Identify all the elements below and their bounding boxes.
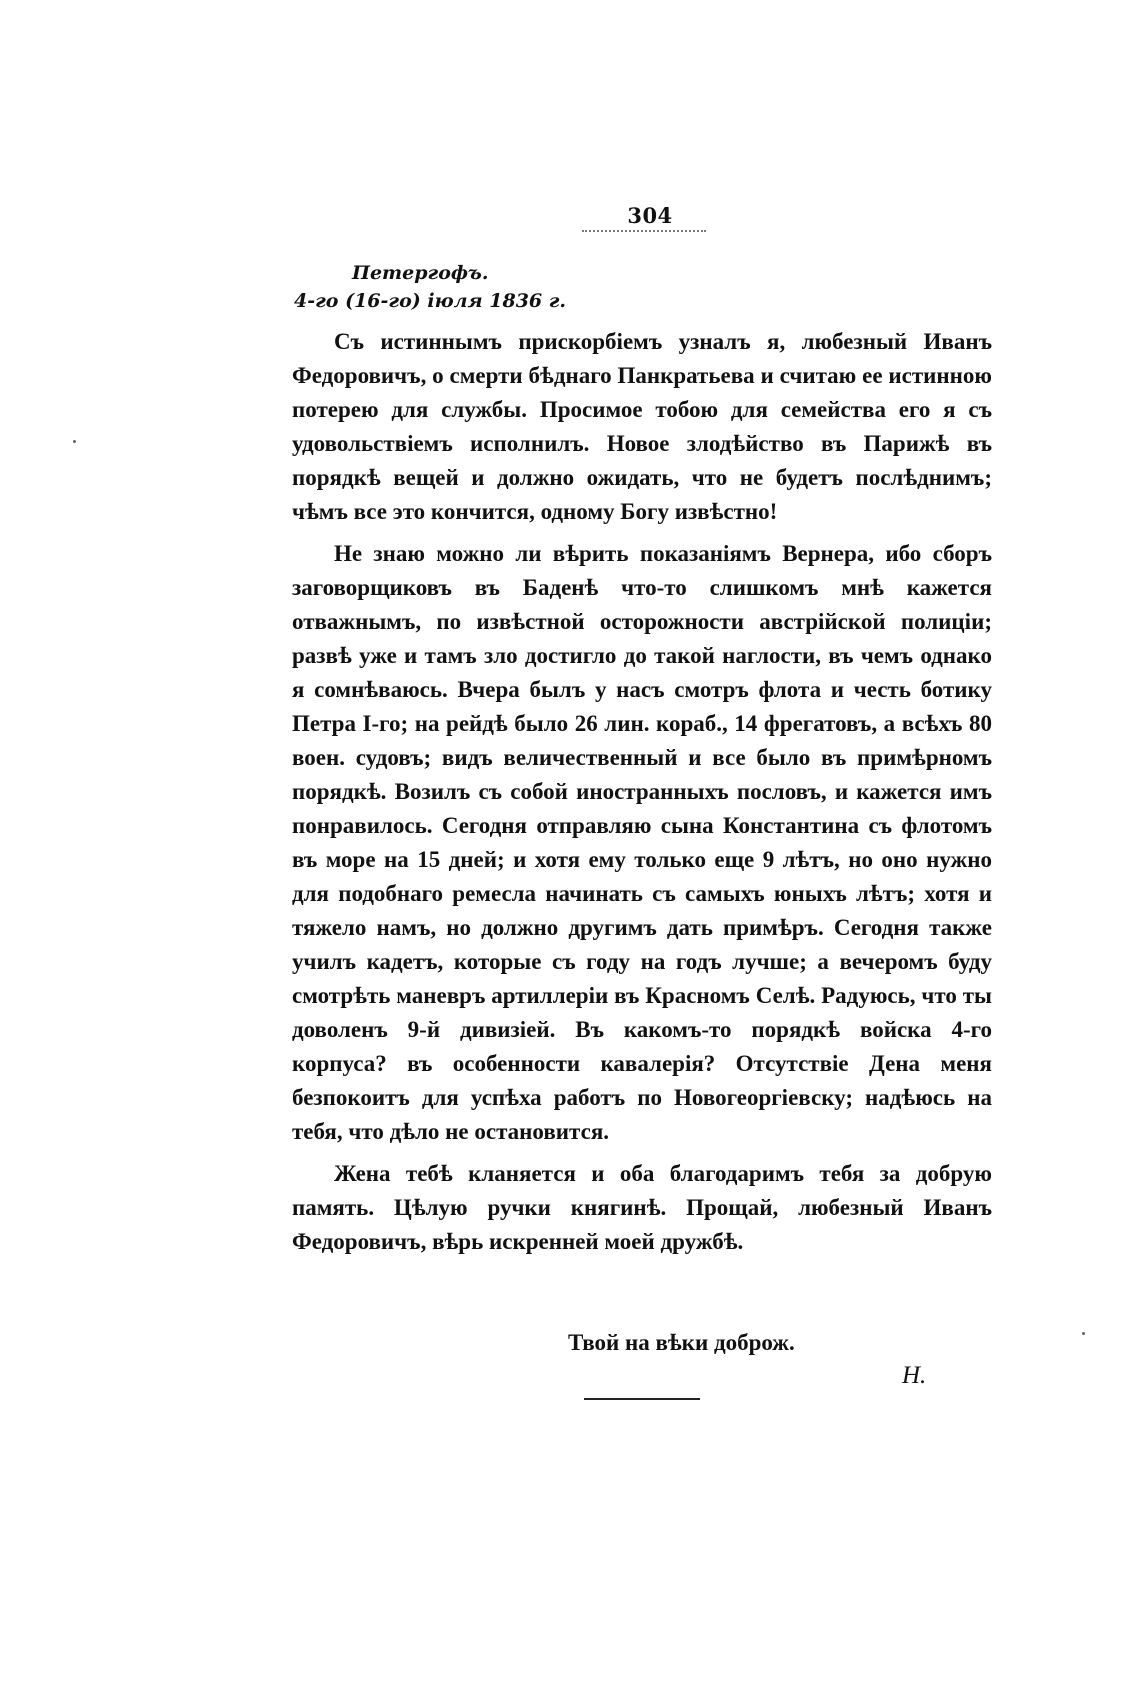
page-number: 304 xyxy=(627,203,673,228)
letter-date: 4-го (16-го) іюля 1836 г. xyxy=(294,290,567,312)
scan-speck xyxy=(73,440,76,443)
letter-place: Петергофъ. xyxy=(352,262,489,284)
letter-body xyxy=(292,325,992,1267)
letter-paragraph-3: Жена тебѣ кланяется и оба благодаримъ тебя за добрую память. Цѣлую ручки княгинѣ. Прощай, любезный Иванъ Федоровичъ, вѣрь искренней моей дружбѣ. xyxy=(292,1161,992,1254)
scan-speck xyxy=(1082,1332,1085,1335)
letter-paragraph-1: Съ истиннымъ прискорбіемъ узналъ я, любезный Иванъ Федоровичъ, о смерти бѣднаго Панкратьева и считаю ее истинною потерею для службы. Просимое тобою для семейства его я съ удовольствіемъ исполнилъ. Новое злодѣйство въ Парижѣ въ порядкѣ вещей и должно ожидать, что не будетъ послѣднимъ; чѣмъ все это кончится, одному Богу извѣстно! xyxy=(292,329,992,524)
page-number-underline xyxy=(582,230,706,232)
letter-paragraph-2: Не знаю можно ли вѣрить показаніямъ Вернера, ибо сборъ заговорщиковъ въ Баденѣ что-то слишкомъ мнѣ кажется отважнымъ, по извѣстной осторожности австрійской полиціи; развѣ уже и тамъ зло достигло до такой наглости, въ чемъ однако я сомнѣваюсь. Вчера былъ у насъ смотръ флота и честь ботику Петра I-го; на рейдѣ было 26 лин. кораб., 14 фрегатовъ, а всѣхъ 80 воен. судовъ; видъ величественный и все было въ примѣрномъ порядкѣ. Возилъ съ собой иностранныхъ пословъ, и кажется имъ понравилось. Сегодня отправляю сына Константина съ флотомъ въ море на 15 дней; и хотя ему только еще 9 лѣтъ, но оно нужно для подобнаго ремесла начинать съ самыхъ юныхъ лѣтъ; хотя и тяжело намъ, но должно другимъ дать примѣръ. Сегодня также училъ кадетъ, которые съ году на годъ лучше; а вечеромъ буду смотрѣть маневръ артиллеріи въ Красномъ Селѣ. Радуюсь, что ты доволенъ 9-й дивизіей. Въ какомъ-то порядкѣ войска 4-го корпуса? въ особенности кавалерія? Отсутствіе Дена меня безпокоитъ для успѣха работъ по Новогеоргіевску; надѣюсь на тебя, что дѣло не остановится. xyxy=(292,541,992,1144)
letter-closing: Твой на вѣки доброж. xyxy=(568,1330,795,1355)
end-separator-rule xyxy=(584,1398,700,1400)
letter-signature: Н. xyxy=(902,1362,927,1389)
